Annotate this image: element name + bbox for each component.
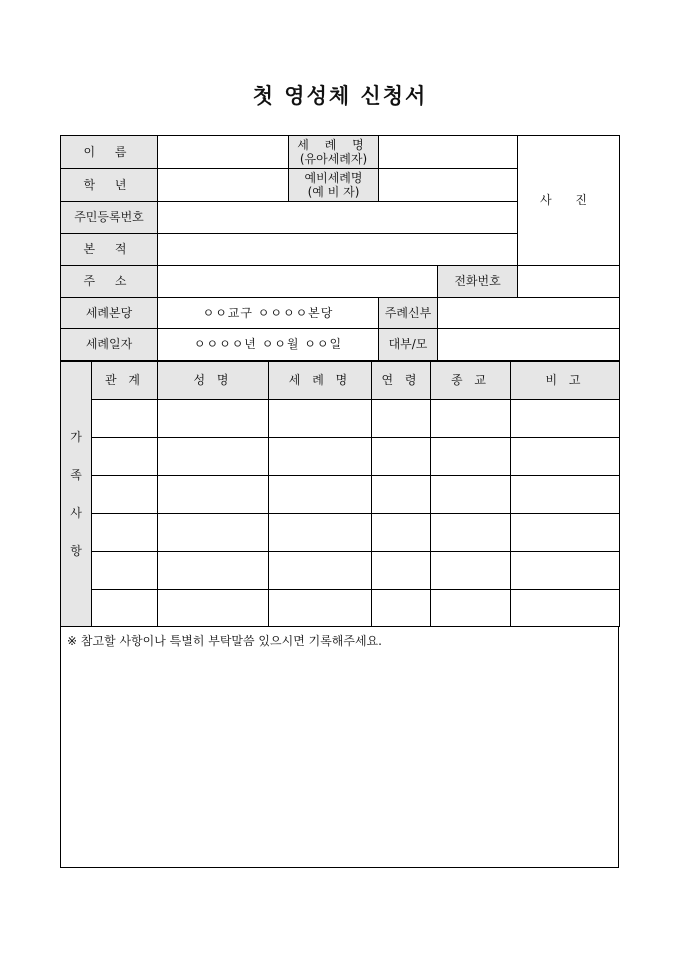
religion-cell[interactable] — [431, 438, 511, 476]
baptismal-name-cell[interactable] — [269, 400, 372, 438]
baptismal-name-label — [289, 136, 379, 169]
header-religion: 종 교 — [431, 362, 511, 400]
family-side-label — [61, 362, 92, 627]
age-cell[interactable] — [372, 514, 431, 552]
notes-instruction: ※ 참고할 사항이나 특별히 부탁말씀 있으시면 기록해주세요. — [67, 634, 382, 648]
religion-cell[interactable] — [431, 552, 511, 590]
hometown-field[interactable] — [158, 234, 518, 266]
family-table — [60, 361, 620, 627]
table-row — [61, 476, 620, 514]
table-row — [61, 590, 620, 627]
relation-cell[interactable] — [92, 590, 158, 627]
table-row — [61, 400, 620, 438]
family-side-char: 항 — [70, 544, 82, 558]
relation-cell[interactable] — [92, 438, 158, 476]
header-age: 연 령 — [372, 362, 431, 400]
baptism-date-field[interactable]: ㅇㅇㅇㅇ년 ㅇㅇ월 ㅇㅇ일 — [158, 329, 379, 361]
name-cell[interactable] — [158, 514, 269, 552]
religion-cell[interactable] — [431, 590, 511, 627]
grade-label: 학 년 — [61, 169, 158, 202]
age-cell[interactable] — [372, 476, 431, 514]
remarks-cell[interactable] — [511, 590, 620, 627]
age-cell[interactable] — [372, 552, 431, 590]
family-side-char: 사 — [70, 506, 82, 520]
address-field[interactable] — [158, 266, 438, 298]
form-title: 첫 영성체 신청서 — [252, 83, 428, 108]
godparent-field[interactable] — [438, 329, 620, 361]
officiant-label: 주례신부 — [379, 298, 438, 329]
baptismal-name-cell[interactable] — [269, 514, 372, 552]
name-cell[interactable] — [158, 552, 269, 590]
relation-cell[interactable] — [92, 476, 158, 514]
religion-cell[interactable] — [431, 514, 511, 552]
remarks-cell[interactable] — [511, 514, 620, 552]
baptismal-name-cell[interactable] — [269, 438, 372, 476]
hometown-label: 본 적 — [61, 234, 158, 266]
baptismal-name-cell[interactable] — [269, 552, 372, 590]
remarks-cell[interactable] — [511, 552, 620, 590]
address-label: 주 소 — [61, 266, 158, 298]
prebaptismal-name-label-main: 예비세례명 — [304, 170, 363, 185]
baptismal-name-field[interactable] — [379, 136, 518, 169]
religion-cell[interactable] — [431, 400, 511, 438]
header-remarks: 비 고 — [511, 362, 620, 400]
officiant-field[interactable] — [438, 298, 620, 329]
grade-field[interactable] — [158, 169, 289, 202]
age-cell[interactable] — [372, 400, 431, 438]
age-cell[interactable] — [372, 590, 431, 627]
header-relation: 관 계 — [92, 362, 158, 400]
baptismal-name-label-main: 세 례 명 — [297, 137, 370, 152]
resident-number-field[interactable] — [158, 202, 518, 234]
godparent-label: 대부/모 — [379, 329, 438, 361]
notes-box[interactable] — [60, 626, 619, 868]
parish-label: 세례본당 — [61, 298, 158, 329]
remarks-cell[interactable] — [511, 438, 620, 476]
name-cell[interactable] — [158, 590, 269, 627]
prebaptismal-name-label-sub: (예 비 자) — [307, 185, 360, 199]
phone-label: 전화번호 — [438, 266, 518, 298]
table-row — [61, 438, 620, 476]
header-name: 성 명 — [158, 362, 269, 400]
parish-field[interactable]: ㅇㅇ교구 ㅇㅇㅇㅇ본당 — [158, 298, 379, 329]
remarks-cell[interactable] — [511, 400, 620, 438]
family-side-char: 가 — [70, 430, 82, 444]
name-label: 이 름 — [61, 136, 158, 169]
name-field[interactable] — [158, 136, 289, 169]
prebaptismal-name-field[interactable] — [379, 169, 518, 202]
baptismal-name-cell[interactable] — [269, 590, 372, 627]
baptismal-name-label-sub: (유아세례자) — [299, 152, 368, 166]
table-row — [61, 552, 620, 590]
age-cell[interactable] — [372, 438, 431, 476]
name-cell[interactable] — [158, 476, 269, 514]
relation-cell[interactable] — [92, 400, 158, 438]
baptism-date-label: 세례일자 — [61, 329, 158, 361]
name-cell[interactable] — [158, 400, 269, 438]
family-side-char: 족 — [70, 468, 82, 482]
header-baptismal-name: 세 례 명 — [269, 362, 372, 400]
religion-cell[interactable] — [431, 476, 511, 514]
resident-number-label: 주민등록번호 — [61, 202, 158, 234]
baptismal-name-cell[interactable] — [269, 476, 372, 514]
applicant-info-table — [60, 135, 620, 361]
phone-field[interactable] — [518, 266, 620, 298]
table-row — [61, 514, 620, 552]
prebaptismal-name-label — [289, 169, 379, 202]
photo-box[interactable] — [518, 136, 620, 266]
remarks-cell[interactable] — [511, 476, 620, 514]
photo-label: 사 진 — [540, 193, 597, 208]
relation-cell[interactable] — [92, 514, 158, 552]
relation-cell[interactable] — [92, 552, 158, 590]
name-cell[interactable] — [158, 438, 269, 476]
